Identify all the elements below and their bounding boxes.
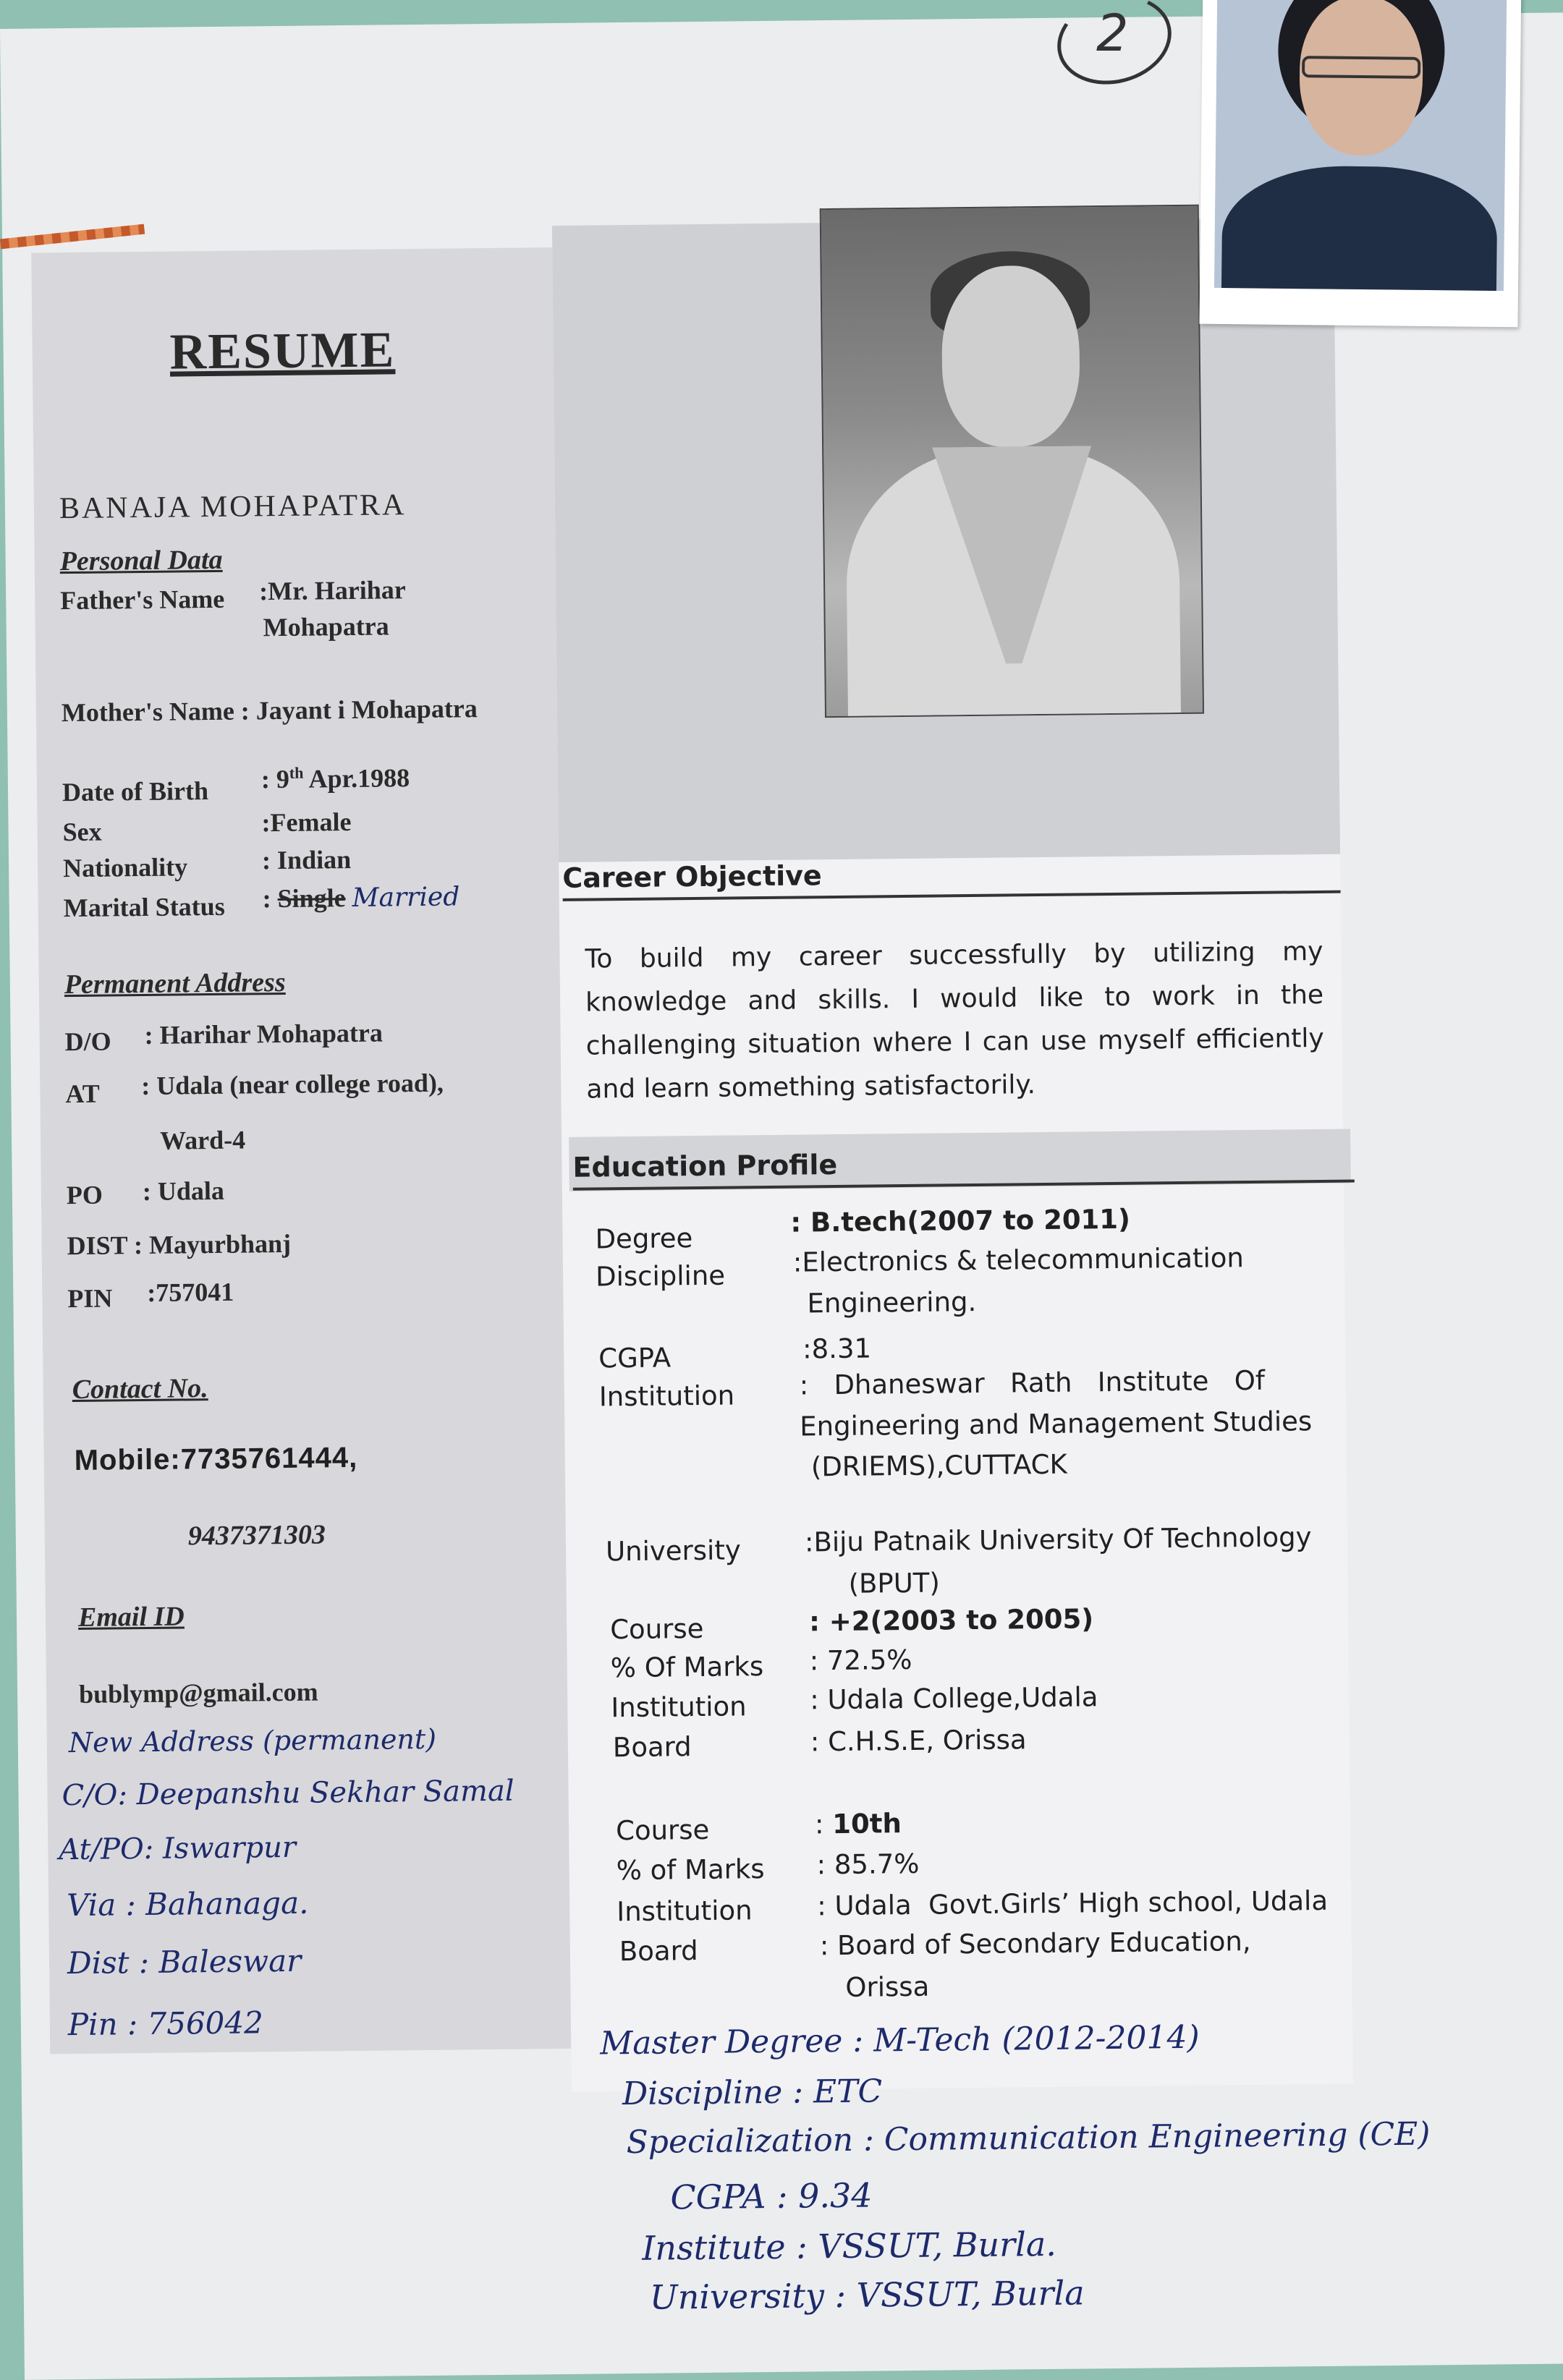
po-value: : Udala	[142, 1176, 225, 1207]
new-address-line-5: Dist : Baleswar	[67, 1942, 302, 1981]
sex-label: Sex	[62, 817, 102, 847]
tenth-board-value: : Board of Secondary Education,	[819, 1926, 1251, 1962]
permanent-address-heading: Permanent Address	[64, 966, 286, 1000]
resume-paper	[0, 12, 1563, 2379]
masters-line-3: Specialization : Communication Engineering (CE)	[626, 2115, 1431, 2162]
fathers-name-label: Father's Name	[60, 584, 225, 616]
resume-title: RESUME	[169, 322, 396, 381]
plus2-course-value: : +2(2003 to 2005)	[808, 1603, 1094, 1638]
tenth-board-label: Board	[619, 1935, 698, 1968]
tenth-board-value-2: Orissa	[845, 1971, 930, 2003]
plus2-board-label: Board	[612, 1731, 692, 1764]
btech-university-label: University	[605, 1534, 741, 1568]
new-address-line-6: Pin : 756042	[67, 2005, 264, 2043]
plus2-institution-label: Institution	[611, 1691, 747, 1724]
btech-institution-value-3: (DRIEMS),CUTTACK	[810, 1448, 1067, 1483]
career-objective-heading: Career Objective	[562, 854, 1341, 901]
tenth-course-value: : 10th	[814, 1808, 902, 1840]
btech-institution-value: : Dhaneswar Rath Institute Of	[799, 1364, 1266, 1401]
btech-discipline-label: Discipline	[595, 1259, 726, 1293]
candidate-name: BANAJA MOHAPATRA	[59, 488, 407, 526]
plus2-board-value: : C.H.S.E, Orissa	[810, 1724, 1027, 1758]
page-number: 2	[1096, 4, 1129, 63]
at-value-2: Ward-4	[159, 1125, 246, 1155]
do-value: : Harihar Mohapatra	[144, 1018, 384, 1050]
nationality-value: : Indian	[261, 844, 352, 875]
masters-line-5: Institute : VSSUT, Burla.	[641, 2224, 1057, 2268]
new-address-line-2: C/O: Deepanshu Sekhar Samal	[62, 1774, 514, 1813]
tenth-marks-label: % of Marks	[616, 1853, 765, 1887]
marital-status-value: : Single Married	[262, 882, 460, 914]
btech-discipline-value: :Electronics & telecommunication	[792, 1242, 1245, 1278]
btech-institution-value-2: Engineering and Management Studies	[800, 1406, 1313, 1442]
tenth-institution-label: Institution	[617, 1895, 753, 1928]
nationality-label: Nationality	[62, 852, 188, 883]
btech-discipline-value-2: Engineering.	[807, 1285, 977, 1319]
new-address-line-4: Via : Bahanaga.	[66, 1884, 309, 1924]
fathers-name-value-2: Mohapatra	[263, 611, 389, 642]
tenth-course-label: Course	[615, 1814, 710, 1847]
do-label: D/O	[64, 1027, 111, 1057]
email-value: bublymp@gmail.com	[78, 1677, 318, 1709]
masters-line-1: Master Degree : M-Tech (2012-2014)	[599, 2018, 1200, 2062]
masters-line-4: CGPA : 9.34	[670, 2175, 873, 2217]
btech-university-value: :Biju Patnaik University Of Technology	[804, 1521, 1312, 1558]
mobile-number: Mobile:7735761444,	[74, 1441, 358, 1477]
btech-institution-label: Institution	[598, 1380, 735, 1413]
plus2-course-label: Course	[609, 1612, 704, 1646]
mothers-name: Mother's Name : Jayant i Mohapatra	[61, 694, 478, 728]
marital-status-label: Marital Status	[63, 891, 225, 923]
email-heading: Email ID	[77, 1601, 185, 1633]
at-label: AT	[65, 1079, 100, 1109]
education-heading: Education Profile	[572, 1143, 1355, 1190]
btech-degree-label: Degree	[595, 1223, 693, 1255]
tenth-marks-value: : 85.7%	[816, 1848, 920, 1881]
mobile-number-2: 9437371303	[187, 1519, 326, 1552]
printed-photo	[820, 205, 1204, 718]
plus2-marks-value: : 72.5%	[809, 1644, 912, 1677]
dob-value: : 9th Apr.1988	[260, 763, 410, 794]
btech-cgpa-label: CGPA	[598, 1342, 672, 1374]
btech-degree-value: : B.tech(2007 to 2011)	[790, 1203, 1131, 1238]
po-label: PO	[66, 1180, 103, 1210]
plus2-institution-value: : Udala College,Udala	[810, 1681, 1098, 1716]
plus2-marks-label: % Of Marks	[610, 1651, 764, 1684]
pin-value: :757041	[147, 1277, 234, 1307]
attached-color-photo	[1199, 0, 1521, 327]
at-value: : Udala (near college road),	[141, 1068, 444, 1101]
tenth-institution-value: : Udala Govt.Girls’ High school, Udala	[817, 1884, 1329, 1922]
sex-value: :Female	[261, 807, 352, 838]
dob-label: Date of Birth	[62, 776, 209, 807]
btech-cgpa-value: :8.31	[802, 1333, 872, 1365]
masters-line-2: Discipline : ETC	[622, 2073, 883, 2113]
dist: DIST : Mayurbhanj	[67, 1228, 292, 1261]
personal-data-heading: Personal Data	[59, 544, 223, 577]
career-objective-text: To build my career successfully by utilizing my knowledge and skills. I would like to work in the challenging situation where I can use myself efficiently and learn something satisfactorily.	[585, 936, 1324, 1105]
new-address-line-1: New Address (permanent)	[68, 1722, 437, 1759]
fathers-name-value: :Mr. Harihar	[258, 575, 406, 606]
pin-label: PIN	[67, 1283, 113, 1314]
contact-heading: Contact No.	[72, 1373, 208, 1406]
new-address-line-3: At/PO: Iswarpur	[59, 1830, 297, 1867]
btech-university-value-2: (BPUT)	[848, 1567, 941, 1599]
masters-line-6: University : VSSUT, Burla	[649, 2273, 1085, 2317]
